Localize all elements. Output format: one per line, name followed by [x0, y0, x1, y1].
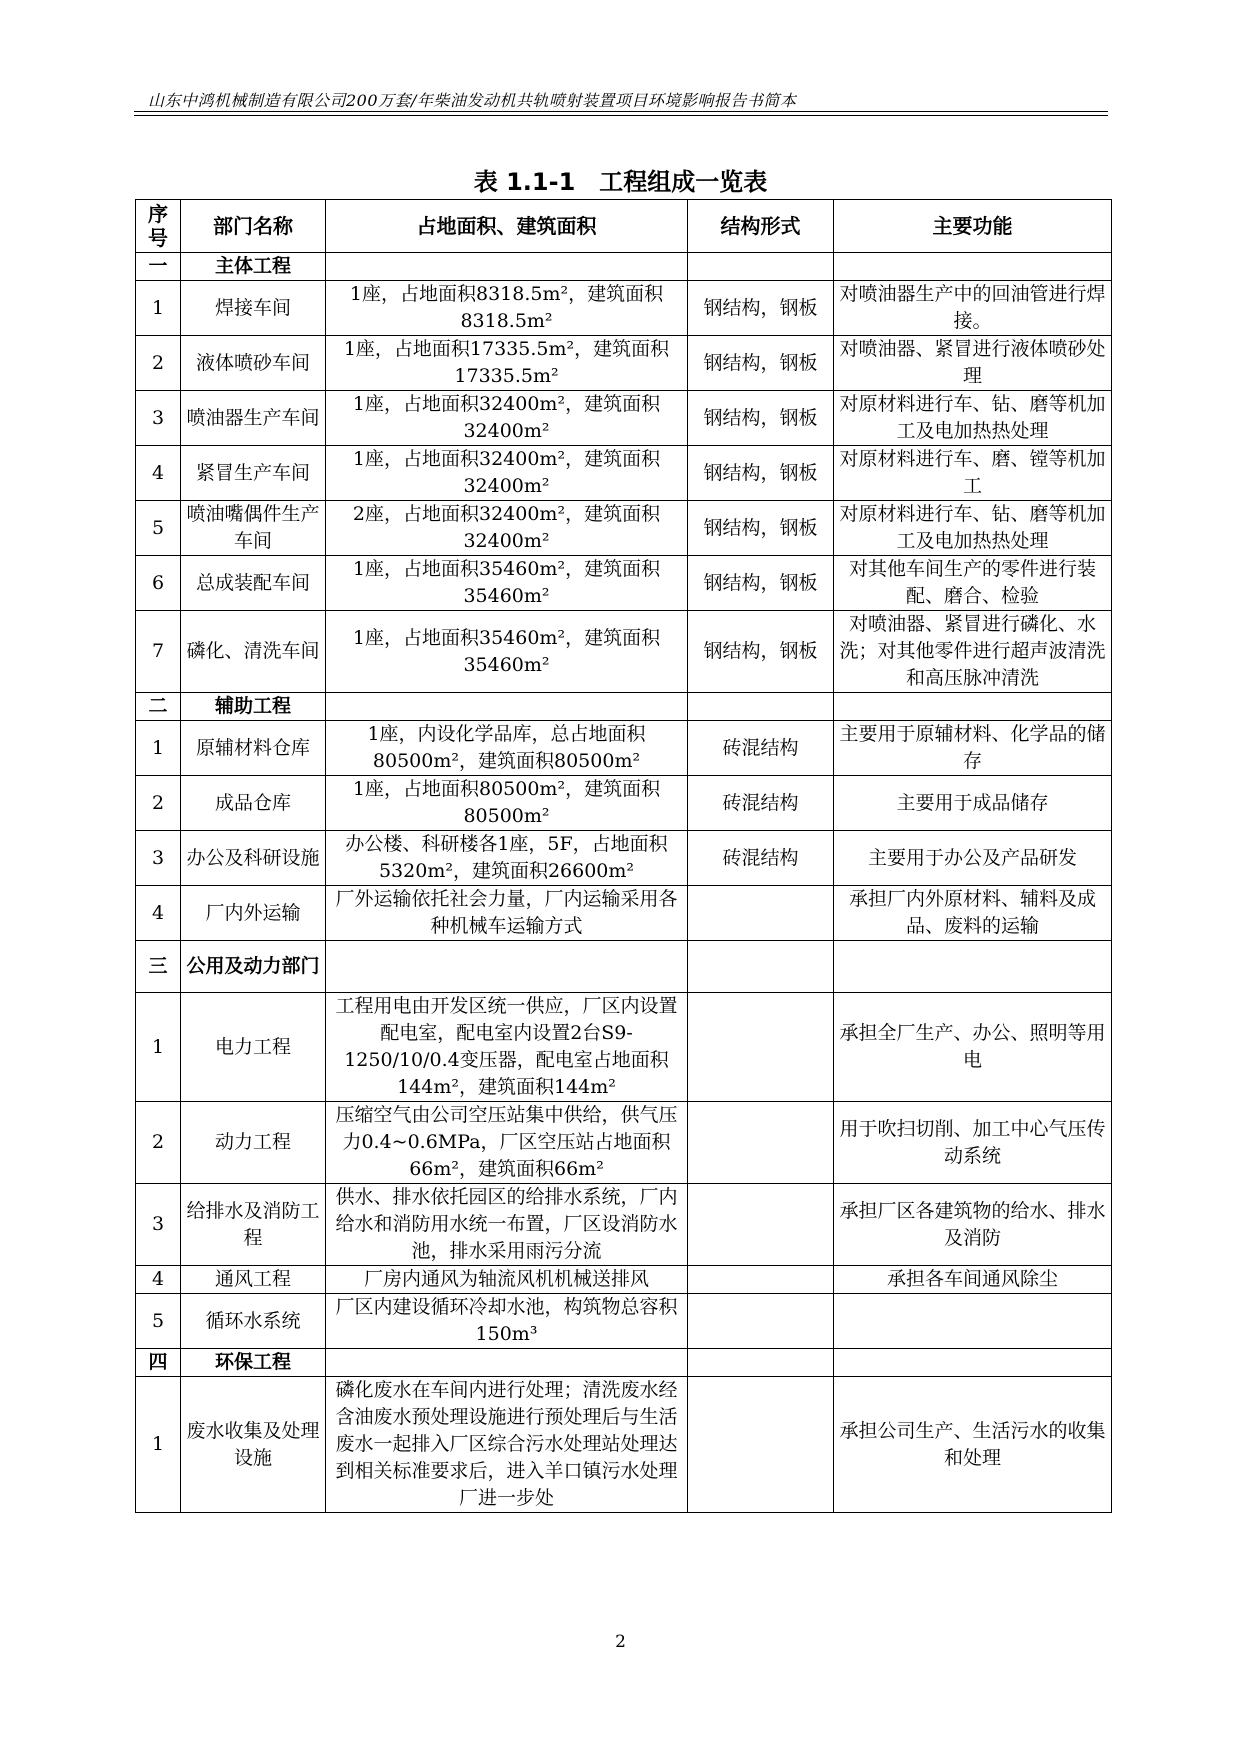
section-no: 三	[136, 941, 181, 993]
row-no-cell: 4	[136, 1266, 181, 1294]
function-cell: 对原材料进行车、钻、磨等机加工及电加热热处理	[834, 391, 1112, 446]
dept-name-cell: 循环水系统	[181, 1294, 326, 1349]
structure-cell	[688, 1102, 834, 1184]
function-cell: 承担各车间通风除尘	[834, 1266, 1112, 1294]
function-cell: 用于吹扫切削、加工中心气压传动系统	[834, 1102, 1112, 1184]
structure-cell	[688, 1266, 834, 1294]
function-cell: 承担厂区各建筑物的给水、排水及消防	[834, 1184, 1112, 1266]
structure-cell: 钢结构，钢板	[688, 391, 834, 446]
function-cell	[834, 1294, 1112, 1349]
table-row	[136, 721, 1112, 776]
structure-cell: 钢结构，钢板	[688, 556, 834, 611]
col-header-name: 部门名称	[181, 200, 326, 253]
row-no-cell: 2	[136, 336, 181, 391]
area-cell: 1座，占地面积17335.5m²，建筑面积17335.5m²	[326, 336, 688, 391]
area-cell: 1座，占地面积32400m²，建筑面积32400m²	[326, 446, 688, 501]
area-cell: 供水、排水依托园区的给排水系统，厂内给水和消防用水统一布置，厂区设消防水池，排水采用雨污分流	[326, 1184, 688, 1266]
row-no-cell: 4	[136, 886, 181, 941]
dept-name-cell: 动力工程	[181, 1102, 326, 1184]
row-no-cell: 3	[136, 1184, 181, 1266]
area-cell: 1座，内设化学品库，总占地面积80500m²，建筑面积80500m²	[326, 721, 688, 776]
row-no-cell: 1	[136, 721, 181, 776]
dept-name-cell: 总成装配车间	[181, 556, 326, 611]
empty-cell	[834, 693, 1112, 721]
structure-cell	[688, 1377, 834, 1513]
function-cell: 承担全厂生产、办公、照明等用电	[834, 993, 1112, 1102]
function-cell: 对喷油器、紧冒进行磷化、水洗；对其他零件进行超声波清洗和高压脉冲清洗	[834, 611, 1112, 693]
empty-cell	[326, 253, 688, 281]
table-row	[136, 1294, 1112, 1349]
table-row	[136, 501, 1112, 556]
structure-cell: 砖混结构	[688, 831, 834, 886]
row-no-cell: 1	[136, 1377, 181, 1513]
row-no-cell: 1	[136, 281, 181, 336]
section-name: 环保工程	[181, 1349, 326, 1377]
table-row	[136, 776, 1112, 831]
engineering-composition-table	[135, 199, 1112, 1513]
section-name: 辅助工程	[181, 693, 326, 721]
empty-cell	[688, 693, 834, 721]
section-no: 一	[136, 253, 181, 281]
empty-cell	[326, 693, 688, 721]
dept-name-cell: 喷油器生产车间	[181, 391, 326, 446]
dept-name-cell: 原辅材料仓库	[181, 721, 326, 776]
section-no: 四	[136, 1349, 181, 1377]
row-no-cell: 5	[136, 501, 181, 556]
table-row	[136, 281, 1112, 336]
empty-cell	[326, 1349, 688, 1377]
row-no-cell: 6	[136, 556, 181, 611]
row-no-cell: 4	[136, 446, 181, 501]
structure-cell: 钢结构，钢板	[688, 446, 834, 501]
area-cell: 1座，占地面积80500m²，建筑面积80500m²	[326, 776, 688, 831]
function-cell: 承担厂内外原材料、辅料及成品、废料的运输	[834, 886, 1112, 941]
structure-cell: 钢结构，钢板	[688, 281, 834, 336]
function-cell: 对原材料进行车、钻、磨等机加工及电加热热处理	[834, 501, 1112, 556]
area-cell: 厂区内建设循环冷却水池，构筑物总容积150m³	[326, 1294, 688, 1349]
function-cell: 主要用于原辅材料、化学品的储存	[834, 721, 1112, 776]
row-no-cell: 5	[136, 1294, 181, 1349]
function-cell: 对原材料进行车、磨、镗等机加工	[834, 446, 1112, 501]
structure-cell	[688, 886, 834, 941]
function-cell: 对其他车间生产的零件进行装配、磨合、检验	[834, 556, 1112, 611]
section-row	[136, 693, 1112, 721]
row-no-cell: 2	[136, 1102, 181, 1184]
structure-cell: 砖混结构	[688, 721, 834, 776]
dept-name-cell: 厂内外运输	[181, 886, 326, 941]
empty-cell	[326, 941, 688, 993]
row-no-cell: 3	[136, 391, 181, 446]
table-row	[136, 831, 1112, 886]
section-row	[136, 1349, 1112, 1377]
empty-cell	[688, 1349, 834, 1377]
area-cell: 压缩空气由公司空压站集中供给，供气压力0.4~0.6MPa，厂区空压站占地面积66m²，建筑面积66m²	[326, 1102, 688, 1184]
function-cell: 主要用于办公及产品研发	[834, 831, 1112, 886]
dept-name-cell: 通风工程	[181, 1266, 326, 1294]
section-name: 主体工程	[181, 253, 326, 281]
section-name: 公用及动力部门	[181, 941, 326, 993]
table-header-row	[136, 200, 1112, 253]
area-cell: 磷化废水在车间内进行处理；清洗废水经含油废水预处理设施进行预处理后与生活废水一起排入厂区综合污水处理站处理达到相关标准要求后，进入羊口镇污水处理厂进一步处	[326, 1377, 688, 1513]
empty-cell	[834, 941, 1112, 993]
dept-name-cell: 喷油嘴偶件生产车间	[181, 501, 326, 556]
area-cell: 厂外运输依托社会力量，厂内运输采用各种机械车运输方式	[326, 886, 688, 941]
row-no-cell: 7	[136, 611, 181, 693]
structure-cell: 钢结构，钢板	[688, 501, 834, 556]
structure-cell	[688, 1184, 834, 1266]
function-cell: 对喷油器、紧冒进行液体喷砂处理	[834, 336, 1112, 391]
table-title: 表 1.1-1 工程组成一览表	[473, 168, 768, 196]
table-row	[136, 1377, 1112, 1513]
dept-name-cell: 液体喷砂车间	[181, 336, 326, 391]
structure-cell: 砖混结构	[688, 776, 834, 831]
page-number: 2	[615, 1632, 626, 1652]
table-row	[136, 886, 1112, 941]
row-no-cell: 1	[136, 993, 181, 1102]
area-cell: 办公楼、科研楼各1座，5F，占地面积5320m²，建筑面积26600m²	[326, 831, 688, 886]
table-row	[136, 993, 1112, 1102]
table-row	[136, 446, 1112, 501]
empty-cell	[834, 1349, 1112, 1377]
row-no-cell: 2	[136, 776, 181, 831]
dept-name-cell: 磷化、清洗车间	[181, 611, 326, 693]
dept-name-cell: 紧冒生产车间	[181, 446, 326, 501]
empty-cell	[834, 253, 1112, 281]
structure-cell: 钢结构，钢板	[688, 611, 834, 693]
section-row	[136, 941, 1112, 993]
header-rule-thin	[134, 115, 1108, 116]
table-row	[136, 556, 1112, 611]
area-cell: 厂房内通风为轴流风机机械送排风	[326, 1266, 688, 1294]
area-cell: 1座，占地面积35460m²，建筑面积35460m²	[326, 556, 688, 611]
area-cell: 1座，占地面积8318.5m²，建筑面积8318.5m²	[326, 281, 688, 336]
table-body	[136, 253, 1112, 1513]
col-header-function: 主要功能	[834, 200, 1112, 253]
section-row	[136, 253, 1112, 281]
structure-cell: 钢结构，钢板	[688, 336, 834, 391]
function-cell: 对喷油器生产中的回油管进行焊接。	[834, 281, 1112, 336]
dept-name-cell: 给排水及消防工程	[181, 1184, 326, 1266]
row-no-cell: 3	[136, 831, 181, 886]
col-header-area: 占地面积、建筑面积	[326, 200, 688, 253]
empty-cell	[688, 253, 834, 281]
table-row	[136, 1184, 1112, 1266]
table-row	[136, 1266, 1112, 1294]
function-cell: 承担公司生产、生活污水的收集和处理	[834, 1377, 1112, 1513]
area-cell: 2座，占地面积32400m²，建筑面积32400m²	[326, 501, 688, 556]
empty-cell	[688, 941, 834, 993]
function-cell: 主要用于成品储存	[834, 776, 1112, 831]
dept-name-cell: 焊接车间	[181, 281, 326, 336]
table-row	[136, 1102, 1112, 1184]
dept-name-cell: 电力工程	[181, 993, 326, 1102]
area-cell: 工程用电由开发区统一供应，厂区内设置配电室，配电室内设置2台S9-1250/10/0.4变压器，配电室占地面积144m²，建筑面积144m²	[326, 993, 688, 1102]
structure-cell	[688, 993, 834, 1102]
col-header-no: 序号	[136, 200, 181, 253]
area-cell: 1座，占地面积35460m²，建筑面积35460m²	[326, 611, 688, 693]
dept-name-cell: 办公及科研设施	[181, 831, 326, 886]
structure-cell	[688, 1294, 834, 1349]
header-rule-thick	[134, 111, 1108, 112]
table-row	[136, 611, 1112, 693]
dept-name-cell: 废水收集及处理设施	[181, 1377, 326, 1513]
dept-name-cell: 成品仓库	[181, 776, 326, 831]
area-cell: 1座，占地面积32400m²，建筑面积32400m²	[326, 391, 688, 446]
running-header: 山东中鸿机械制造有限公司200万套/年柴油发动机共轨喷射装置项目环境影响报告书简本	[148, 91, 797, 110]
table-row	[136, 336, 1112, 391]
table-row	[136, 391, 1112, 446]
section-no: 二	[136, 693, 181, 721]
col-header-structure: 结构形式	[688, 200, 834, 253]
